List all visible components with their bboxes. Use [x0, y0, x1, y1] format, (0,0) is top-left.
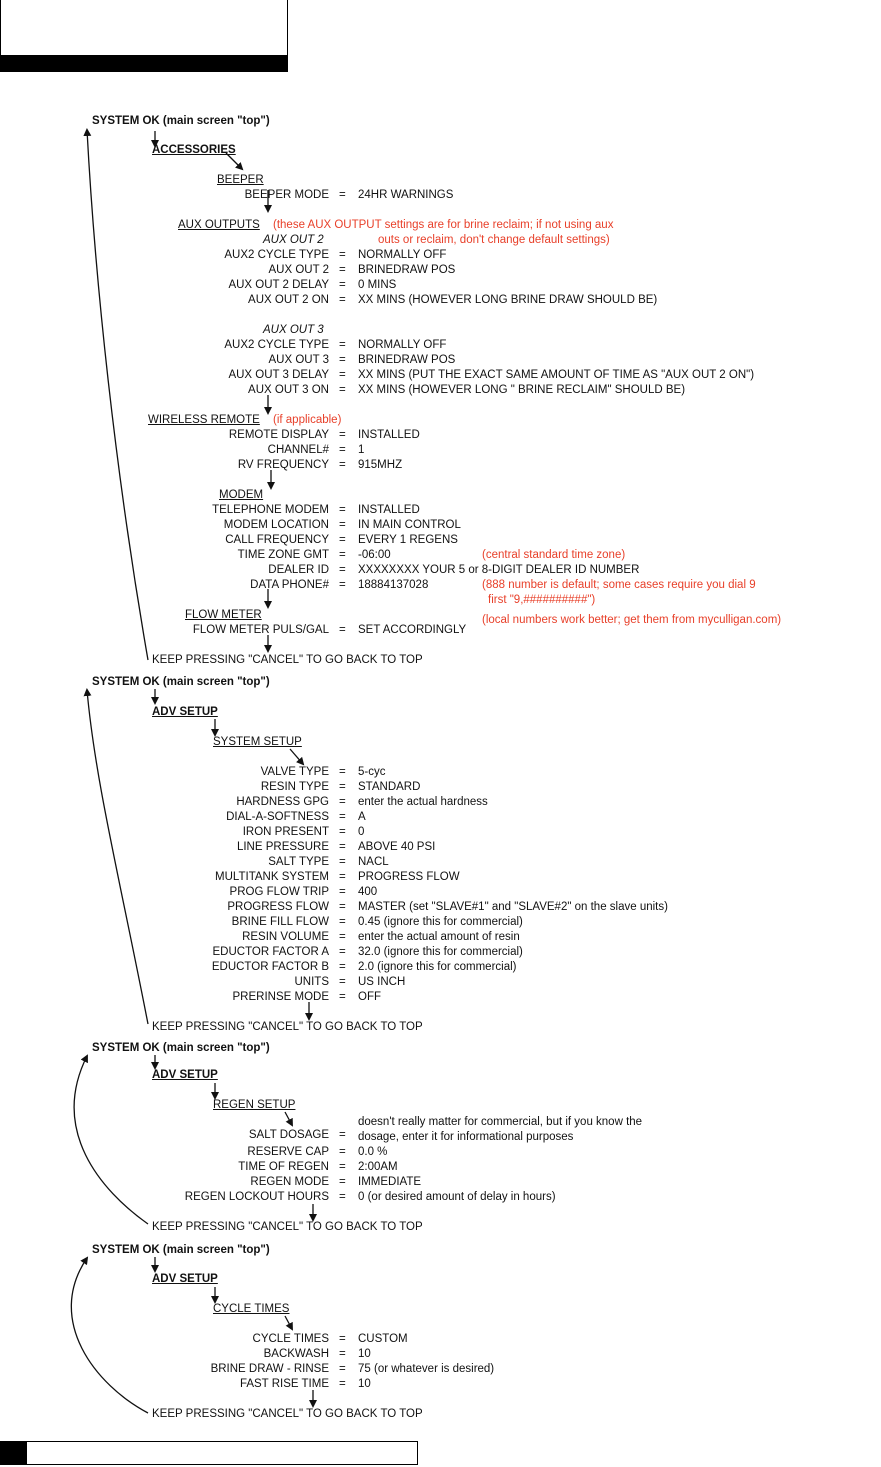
equals-sign: =	[339, 519, 346, 531]
equals-sign: =	[339, 811, 346, 823]
setting-value: -06:00	[358, 549, 391, 561]
equals-sign: =	[339, 1363, 346, 1375]
aux-out-3-title: AUX OUT 3	[263, 324, 324, 336]
setting-value: 0 (or desired amount of delay in hours)	[358, 1191, 556, 1203]
setting-value: 75 (or whatever is desired)	[358, 1363, 495, 1375]
setting-label: REGEN MODE	[250, 1176, 329, 1188]
equals-sign: =	[339, 504, 346, 516]
aux-out-2-title: AUX OUT 2	[263, 234, 324, 246]
equals-sign: =	[339, 946, 346, 958]
aux-outputs-note: outs or reclaim, don't change default settings)	[378, 234, 610, 246]
setting-label: PROG FLOW TRIP	[229, 886, 329, 898]
keep-pressing-cancel: KEEP PRESSING "CANCEL" TO GO BACK TO TOP	[152, 1021, 423, 1033]
aux-outputs-note: (these AUX OUTPUT settings are for brine reclaim; if not using aux	[273, 219, 614, 231]
equals-sign: =	[339, 976, 346, 988]
setting-value: doesn't really matter for commercial, but if you know the	[358, 1116, 643, 1128]
setting-value: 32.0 (ignore this for commercial)	[358, 946, 523, 958]
setting-value: enter the actual hardness	[358, 796, 488, 808]
setting-value: XX MINS (HOWEVER LONG BRINE DRAW SHOULD BE)	[358, 294, 658, 306]
setting-label: CYCLE TIMES	[252, 1333, 329, 1345]
flow-meter-title: FLOW METER	[185, 609, 262, 621]
setting-value: EVERY 1 REGENS	[358, 534, 458, 546]
equals-sign: =	[339, 354, 346, 366]
setting-label: BRINE FILL FLOW	[231, 916, 329, 928]
equals-sign: =	[339, 279, 346, 291]
equals-sign: =	[339, 444, 346, 456]
setting-value: NORMALLY OFF	[358, 249, 447, 261]
equals-sign: =	[339, 429, 346, 441]
setting-value: 10	[358, 1348, 371, 1360]
regen-setup-title: REGEN SETUP	[213, 1099, 296, 1111]
setting-label: BEEPER MODE	[244, 189, 329, 201]
setting-label: AUX2 CYCLE TYPE	[224, 339, 329, 351]
equals-sign: =	[339, 961, 346, 973]
setting-value: IN MAIN CONTROL	[358, 519, 461, 531]
setting-label: HARDNESS GPG	[236, 796, 329, 808]
setting-value: 0.0 %	[358, 1146, 388, 1158]
equals-sign: =	[339, 871, 346, 883]
system-ok-title: SYSTEM OK (main screen "top")	[92, 676, 270, 688]
setting-value: XXXXXXXX YOUR 5 or 8-DIGIT DEALER ID NUMBER	[358, 564, 640, 576]
setting-label: REMOTE DISPLAY	[228, 429, 329, 441]
setting-label: UNITS	[294, 976, 329, 988]
setting-value: MASTER (set "SLAVE#1" and "SLAVE#2" on the slave units)	[358, 901, 668, 913]
equals-sign: =	[339, 384, 346, 396]
equals-sign: =	[339, 1129, 346, 1141]
setting-label: TIME OF REGEN	[238, 1161, 329, 1173]
equals-sign: =	[339, 249, 346, 261]
setting-label: AUX OUT 3	[268, 354, 329, 366]
equals-sign: =	[339, 564, 346, 576]
setting-value: 400	[358, 886, 378, 898]
setting-value: 915MHZ	[358, 459, 403, 471]
setting-label: TELEPHONE MODEM	[212, 504, 329, 516]
setting-label: RESIN VOLUME	[242, 931, 329, 943]
setting-value: BRINEDRAW POS	[358, 354, 456, 366]
setting-value: 0.45 (ignore this for commercial)	[358, 916, 523, 928]
keep-pressing-cancel: KEEP PRESSING "CANCEL" TO GO BACK TO TOP	[152, 1221, 423, 1233]
equals-sign: =	[339, 1348, 346, 1360]
setting-value: 10	[358, 1378, 371, 1390]
equals-sign: =	[339, 534, 346, 546]
aux-outputs-title: AUX OUTPUTS	[178, 219, 260, 231]
setting-label: AUX OUT 2 DELAY	[228, 279, 329, 291]
accessories-title: ACCESSORIES	[152, 144, 236, 156]
setting-value: SET ACCORDINGLY	[358, 624, 467, 636]
phone-note: (local numbers work better; get them from myculligan.com)	[482, 614, 782, 626]
equals-sign: =	[339, 886, 346, 898]
modem-title: MODEM	[219, 489, 264, 501]
setting-label: RESIN TYPE	[260, 781, 329, 793]
setting-label: SALT DOSAGE	[248, 1129, 329, 1141]
setting-value: NACL	[358, 856, 389, 868]
setting-label: MODEM LOCATION	[223, 519, 329, 531]
setting-label: RV FREQUENCY	[237, 459, 329, 471]
keep-pressing-cancel: KEEP PRESSING "CANCEL" TO GO BACK TO TOP	[152, 654, 423, 666]
adv-setup-title: ADV SETUP	[152, 1273, 218, 1285]
setting-label: DATA PHONE#	[250, 579, 329, 591]
equals-sign: =	[339, 766, 346, 778]
equals-sign: =	[339, 189, 346, 201]
equals-sign: =	[339, 1378, 346, 1390]
wireless-remote-title: WIRELESS REMOTE	[148, 414, 260, 426]
setting-label: PROGRESS FLOW	[227, 901, 329, 913]
time-zone-note: (central standard time zone)	[482, 549, 626, 561]
setting-value: XX MINS (HOWEVER LONG " BRINE RECLAIM" SHOULD BE)	[358, 384, 686, 396]
setting-value: 2:00AM	[358, 1161, 398, 1173]
wireless-remote-note: (if applicable)	[273, 414, 342, 426]
setting-label: AUX OUT 2	[268, 264, 329, 276]
setting-label: EDUCTOR FACTOR A	[212, 946, 329, 958]
phone-note: (888 number is default; some cases require you dial 9	[482, 579, 756, 591]
equals-sign: =	[339, 624, 346, 636]
setting-label: RESERVE CAP	[247, 1146, 329, 1158]
cycle-times-title: CYCLE TIMES	[213, 1303, 290, 1315]
adv-setup-title: ADV SETUP	[152, 1069, 218, 1081]
setting-value: OFF	[358, 991, 381, 1003]
equals-sign: =	[339, 841, 346, 853]
setting-label: DEALER ID	[268, 564, 329, 576]
equals-sign: =	[339, 549, 346, 561]
keep-pressing-cancel: KEEP PRESSING "CANCEL" TO GO BACK TO TOP	[152, 1408, 423, 1420]
setting-value: 1	[358, 444, 365, 456]
setting-label: BACKWASH	[263, 1348, 329, 1360]
setting-label: AUX OUT 2 ON	[248, 294, 329, 306]
system-ok-title: SYSTEM OK (main screen "top")	[92, 1244, 270, 1256]
setting-label: IRON PRESENT	[242, 826, 329, 838]
setting-value: enter the actual amount of resin	[358, 931, 520, 943]
setting-value: dosage, enter it for informational purposes	[358, 1131, 574, 1143]
setting-label: AUX2 CYCLE TYPE	[224, 249, 329, 261]
equals-sign: =	[339, 826, 346, 838]
setting-label: REGEN LOCKOUT HOURS	[184, 1191, 329, 1203]
beeper-title: BEEPER	[217, 174, 264, 186]
setting-value: 0 MINS	[358, 279, 397, 291]
phone-note: first "9,##########")	[488, 594, 596, 606]
equals-sign: =	[339, 796, 346, 808]
setting-label: SALT TYPE	[268, 856, 329, 868]
setting-label: BRINE DRAW - RINSE	[210, 1363, 329, 1375]
equals-sign: =	[339, 264, 346, 276]
setting-label: EDUCTOR FACTOR B	[211, 961, 329, 973]
setting-label: FLOW METER PULS/GAL	[192, 624, 329, 636]
setting-value: 24HR WARNINGS	[358, 189, 454, 201]
setting-label: PRERINSE MODE	[232, 991, 329, 1003]
equals-sign: =	[339, 459, 346, 471]
equals-sign: =	[339, 916, 346, 928]
setting-value: INSTALLED	[358, 429, 420, 441]
setting-value: ABOVE 40 PSI	[358, 841, 436, 853]
setting-label: CALL FREQUENCY	[225, 534, 329, 546]
setting-value: US INCH	[358, 976, 406, 988]
setting-value: PROGRESS FLOW	[358, 871, 460, 883]
adv-setup-title: ADV SETUP	[152, 706, 218, 718]
setting-value: 18884137028	[358, 579, 429, 591]
setting-value: CUSTOM	[358, 1333, 408, 1345]
equals-sign: =	[339, 294, 346, 306]
setting-value: 0	[358, 826, 365, 838]
setting-value: 5-cyc	[358, 766, 386, 778]
equals-sign: =	[339, 1191, 346, 1203]
setting-label: CHANNEL#	[267, 444, 329, 456]
setting-label: AUX OUT 3 DELAY	[228, 369, 329, 381]
equals-sign: =	[339, 1333, 346, 1345]
setting-label: LINE PRESSURE	[236, 841, 329, 853]
equals-sign: =	[339, 991, 346, 1003]
setting-label: TIME ZONE GMT	[237, 549, 329, 561]
equals-sign: =	[339, 579, 346, 591]
equals-sign: =	[339, 781, 346, 793]
equals-sign: =	[339, 931, 346, 943]
setting-label: FAST RISE TIME	[239, 1378, 329, 1390]
setting-label: DIAL-A-SOFTNESS	[226, 811, 329, 823]
equals-sign: =	[339, 369, 346, 381]
equals-sign: =	[339, 901, 346, 913]
setting-label: AUX OUT 3 ON	[248, 384, 329, 396]
setting-value: INSTALLED	[358, 504, 420, 516]
equals-sign: =	[339, 1176, 346, 1188]
system-ok-title: SYSTEM OK (main screen "top")	[92, 1042, 270, 1054]
equals-sign: =	[339, 856, 346, 868]
setting-label: VALVE TYPE	[260, 766, 329, 778]
system-ok-title: SYSTEM OK (main screen "top")	[92, 115, 270, 127]
setting-label: MULTITANK SYSTEM	[215, 871, 329, 883]
equals-sign: =	[339, 1161, 346, 1173]
setting-value: A	[358, 811, 366, 823]
equals-sign: =	[339, 339, 346, 351]
setting-value: 2.0 (ignore this for commercial)	[358, 961, 517, 973]
equals-sign: =	[339, 1146, 346, 1158]
setting-value: IMMEDIATE	[358, 1176, 422, 1188]
setting-value: XX MINS (PUT THE EXACT SAME AMOUNT OF TIME AS "AUX OUT 2 ON")	[358, 369, 755, 381]
setting-value: BRINEDRAW POS	[358, 264, 456, 276]
setting-value: NORMALLY OFF	[358, 339, 447, 351]
setting-value: STANDARD	[358, 781, 421, 793]
system-setup-title: SYSTEM SETUP	[213, 736, 302, 748]
